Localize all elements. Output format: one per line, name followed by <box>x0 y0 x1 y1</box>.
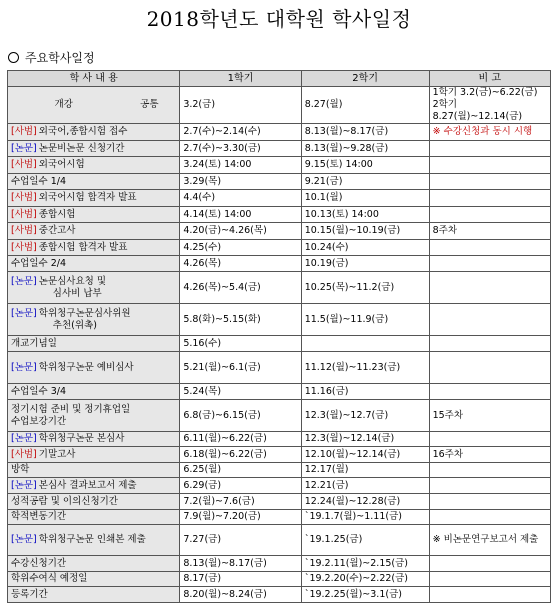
row-sem1: 6.11(월)~6.22(금) <box>180 432 301 447</box>
row-note <box>429 304 550 336</box>
page-title: 2018학년도 대학원 학사일정 <box>146 7 412 31</box>
row-tag: [사범] <box>11 208 37 220</box>
row-sem1: 4.20(금)~4.26(목) <box>180 223 301 240</box>
row-label: 논문비논문 신청기간 <box>38 142 125 154</box>
row-sem1: 4.26(목) <box>180 256 301 272</box>
row-label-line2: 심사비 납부 <box>52 287 102 299</box>
row-tag: [사범] <box>11 241 37 253</box>
row-label: 중간고사 <box>38 225 76 236</box>
table-row <box>8 190 551 207</box>
table-row <box>8 304 551 336</box>
row-tag: [논문] <box>11 307 37 319</box>
row-item-cell <box>8 207 180 223</box>
row-sem2: 10.25(목)~11.2(금) <box>301 272 429 304</box>
table-row <box>8 463 551 478</box>
row-item-cell <box>8 141 180 157</box>
row-sem1: 6.25(월) <box>180 463 301 478</box>
row-sem1: 3.24(토) 14:00 <box>180 157 301 174</box>
row-item-cell <box>8 304 180 336</box>
schedule-table <box>7 70 551 603</box>
row-label: 외국어시험 <box>38 159 85 170</box>
row-label: 논문심사요청 및 <box>38 275 107 287</box>
opening-label: 개강 <box>54 99 73 110</box>
row-sem1: 4.25(수) <box>180 240 301 256</box>
table-row <box>8 272 551 304</box>
row-label: 정기시험 준비 및 정기휴업일 <box>11 403 131 415</box>
table-row <box>8 556 551 572</box>
table-row <box>8 447 551 463</box>
row-note <box>429 384 550 400</box>
header-note: 비 고 <box>429 71 550 87</box>
row-note <box>429 157 550 174</box>
row-sem1: 4.26(목)~5.4(금) <box>180 272 301 304</box>
table-row <box>8 525 551 556</box>
row-note <box>429 572 550 587</box>
row-sem2: 12.3(월)~12.7(금) <box>301 400 429 432</box>
row-item-cell <box>8 336 180 352</box>
row-tag: [논문] <box>11 479 37 491</box>
row-label-line2: 수업보강기간 <box>11 415 67 427</box>
row-label: 기말고사 <box>38 448 76 460</box>
opening-label-cell <box>8 87 180 124</box>
row-item-cell <box>8 384 180 400</box>
row-sem2: 12.10(월)~12.14(금) <box>301 447 429 463</box>
row-sem1: 5.8(화)~5.15(화) <box>180 304 301 336</box>
row-sem2: 12.3(월)~12.14(금) <box>301 432 429 447</box>
row-item-cell <box>8 157 180 174</box>
row-sem2: 10.24(수) <box>301 240 429 256</box>
row-sem2: 10.1(월) <box>301 190 429 207</box>
header-sem2: 2학기 <box>301 71 429 87</box>
row-sem2: `19.1.25(금) <box>301 525 429 556</box>
opening-sublabel: 공통 <box>140 99 159 110</box>
section-label: 주요학사일정 <box>25 51 95 65</box>
row-note <box>429 174 550 190</box>
table-row <box>8 141 551 157</box>
row-note: ※ 비논문연구보고서 제출 <box>429 525 550 556</box>
row-sem1: 3.29(목) <box>180 174 301 190</box>
row-note <box>429 587 550 603</box>
row-sem2: 10.13(토) 14:00 <box>301 207 429 223</box>
row-sem1: 7.27(금) <box>180 525 301 556</box>
row-sem1: 6.29(금) <box>180 478 301 494</box>
row-item-cell <box>8 463 180 478</box>
row-sem2: 10.19(금) <box>301 256 429 272</box>
row-sem2: 11.12(월)~11.23(금) <box>301 352 429 384</box>
row-sem2: `19.2.11(월)~2.15(금) <box>301 556 429 572</box>
row-note: 15주차 <box>429 400 550 432</box>
row-note <box>429 432 550 447</box>
table-row <box>8 207 551 223</box>
table-row <box>8 240 551 256</box>
row-sem2: 12.21(금) <box>301 478 429 494</box>
row-item-cell <box>8 223 180 240</box>
opening-note <box>429 87 550 124</box>
row-item-cell <box>8 352 180 384</box>
row-label: 수업일수 1/4 <box>11 175 67 187</box>
row-sem1: 4.14(토) 14:00 <box>180 207 301 223</box>
row-item-cell <box>8 256 180 272</box>
row-label: 수업일수 3/4 <box>11 385 67 397</box>
row-label: 수업일수 2/4 <box>11 257 67 269</box>
table-row <box>8 400 551 432</box>
row-sem2: 9.15(토) 14:00 <box>301 157 429 174</box>
opening-sem1: 3.2(금) <box>180 87 301 124</box>
row-item-cell <box>8 478 180 494</box>
section-heading <box>8 50 95 66</box>
row-sem1: 2.7(수)~2.14(수) <box>180 124 301 141</box>
row-tag: [사범] <box>11 126 37 137</box>
row-item-cell <box>8 556 180 572</box>
row-label: 학위수여식 예정일 <box>11 573 88 584</box>
row-sem2: 11.16(금) <box>301 384 429 400</box>
row-note <box>429 256 550 272</box>
row-tag: [사범] <box>11 159 37 170</box>
row-note <box>429 240 550 256</box>
row-sem2: `19.2.20(수)~2.22(금) <box>301 572 429 587</box>
row-item-cell <box>8 124 180 141</box>
row-note <box>429 494 550 510</box>
row-note: ※ 수강신청과 동시 시행 <box>429 124 550 141</box>
table-row <box>8 587 551 603</box>
row-tag: [논문] <box>11 433 37 444</box>
row-sem1: 7.9(월)~7.20(금) <box>180 510 301 525</box>
header-sem1: 1학기 <box>180 71 301 87</box>
table-row <box>8 478 551 494</box>
row-label: 종합시험 합격자 발표 <box>38 241 128 253</box>
row-item-cell <box>8 432 180 447</box>
row-item-cell <box>8 190 180 207</box>
row-item-cell <box>8 572 180 587</box>
table-row <box>8 336 551 352</box>
row-item-cell <box>8 240 180 256</box>
row-label: 학위청구논문 인쇄본 제출 <box>38 534 146 545</box>
table-header-row <box>8 71 551 87</box>
row-note <box>429 556 550 572</box>
row-tag: [논문] <box>11 142 37 154</box>
row-sem1: 5.16(수) <box>180 336 301 352</box>
row-sem2: `19.2.25(월)~3.1(금) <box>301 587 429 603</box>
row-note <box>429 463 550 478</box>
row-sem1: 2.7(수)~3.30(금) <box>180 141 301 157</box>
row-sem1: 4.4(수) <box>180 190 301 207</box>
row-label: 방학 <box>11 464 30 475</box>
row-label: 개교기념일 <box>11 337 57 349</box>
row-label: 종합시험 <box>38 208 76 220</box>
table-row <box>8 384 551 400</box>
row-label: 본심사 결과보고서 제출 <box>38 479 137 491</box>
row-item-cell <box>8 510 180 525</box>
row-note <box>429 272 550 304</box>
row-sem2: `19.1.7(월)~1.11(금) <box>301 510 429 525</box>
row-sem2: 8.13(월)~8.17(금) <box>301 124 429 141</box>
table-row <box>8 432 551 447</box>
row-label: 학위청구논문 예비심사 <box>38 361 134 373</box>
table-row <box>8 256 551 272</box>
circle-bullet-icon <box>8 52 19 63</box>
row-label: 학위청구논문심사위원 <box>38 307 131 319</box>
table-row <box>8 124 551 141</box>
row-item-cell <box>8 174 180 190</box>
header-item: 학 사 내 용 <box>8 71 180 87</box>
row-note <box>429 207 550 223</box>
table-row <box>8 352 551 384</box>
row-sem1: 6.18(월)~6.22(금) <box>180 447 301 463</box>
row-sem2 <box>301 336 429 352</box>
row-tag: [논문] <box>11 361 37 373</box>
table-row-opening <box>8 87 551 124</box>
row-tag: [논문] <box>11 275 37 287</box>
row-sem1: 8.20(월)~8.24(금) <box>180 587 301 603</box>
row-label: 학위청구논문 본심사 <box>38 433 125 444</box>
row-label: 외국어시험 합격자 발표 <box>38 192 137 203</box>
row-sem1: 8.17(금) <box>180 572 301 587</box>
table-row <box>8 572 551 587</box>
row-note <box>429 510 550 525</box>
row-item-cell <box>8 587 180 603</box>
row-label: 성적공람 및 이의신청기간 <box>11 495 118 507</box>
row-label: 학적변동기간 <box>11 511 67 522</box>
row-item-cell <box>8 525 180 556</box>
row-tag: [사범] <box>11 192 37 203</box>
table-row <box>8 157 551 174</box>
row-note <box>429 352 550 384</box>
opening-note-line2: 2학기 8.27(월)~12.14(금) <box>432 99 523 122</box>
row-note <box>429 478 550 494</box>
row-sem1: 7.2(월)~7.6(금) <box>180 494 301 510</box>
row-sem2: 10.15(월)~10.19(금) <box>301 223 429 240</box>
row-sem2: 12.17(월) <box>301 463 429 478</box>
row-tag: [논문] <box>11 534 37 545</box>
row-label-line2: 추천(위촉) <box>52 319 97 331</box>
row-label: 수강신청기간 <box>11 557 67 569</box>
row-sem2: 11.5(월)~11.9(금) <box>301 304 429 336</box>
row-sem1: 8.13(월)~8.17(금) <box>180 556 301 572</box>
row-note: 8주차 <box>429 223 550 240</box>
opening-note-line1: 1학기 3.2(금)~6.22(금) <box>432 87 538 98</box>
row-note: 16주차 <box>429 447 550 463</box>
row-sem2: 8.13(월)~9.28(금) <box>301 141 429 157</box>
table-row <box>8 174 551 190</box>
row-tag: [사범] <box>11 225 37 236</box>
row-sem1: 5.24(목) <box>180 384 301 400</box>
row-label: 등록기간 <box>11 588 48 600</box>
row-note <box>429 190 550 207</box>
row-label: 외국어,종합시험 접수 <box>38 126 128 137</box>
table-row <box>8 223 551 240</box>
row-item-cell <box>8 272 180 304</box>
row-note <box>429 336 550 352</box>
table-row <box>8 494 551 510</box>
row-tag: [사범] <box>11 448 37 460</box>
row-item-cell <box>8 447 180 463</box>
row-item-cell <box>8 494 180 510</box>
row-sem2: 9.21(금) <box>301 174 429 190</box>
row-item-cell <box>8 400 180 432</box>
row-sem1: 5.21(월)~6.1(금) <box>180 352 301 384</box>
row-sem1: 6.8(금)~6.15(금) <box>180 400 301 432</box>
opening-sem2: 8.27(월) <box>301 87 429 124</box>
row-note <box>429 141 550 157</box>
table-row <box>8 510 551 525</box>
row-sem2: 12.24(월)~12.28(금) <box>301 494 429 510</box>
